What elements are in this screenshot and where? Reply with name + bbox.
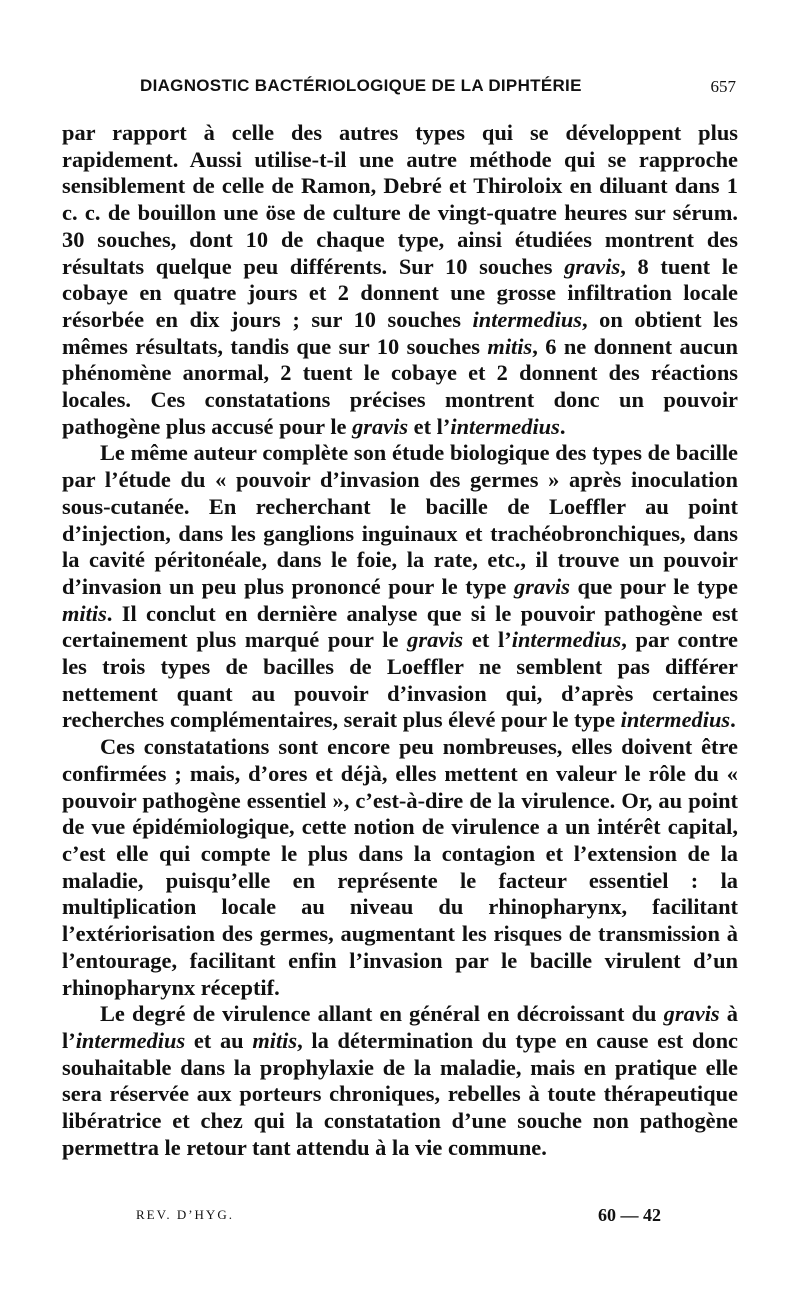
- text-run: par rapport à celle des autres types qui se développent plus rapidement. Aussi utilise-t-il une autre méthode qui se rapproche sensiblement de celle de Ramon, Debré et Thiroloix en diluant dans 1 c. c. de bouillon une öse de culture de vingt-quatre heures sur sérum. 30 souches, dont 10 de chaque type, ainsi étudiées montrent des résultats quelque peu différents. Sur 10 souches: [62, 120, 738, 279]
- page-footer: [136, 1205, 676, 1231]
- paragraph: [62, 120, 738, 440]
- italic-term: gravis: [513, 573, 570, 599]
- text-run: , on obtient les mêmes résultats, tandis que sur 10 souches: [62, 306, 738, 359]
- printer-signature: 60 — 42: [598, 1205, 661, 1225]
- text-run: et au: [185, 1027, 253, 1053]
- text-run: .: [559, 413, 566, 439]
- text-run: Le même auteur complète son étude biologique des types de bacille par l’étude du « pouvoir d’invasion des germes » après inoculation sous-cutanée. En recherchant le bacille de Loeffler au point d’injection, dans les ganglions inguinaux et trachéobronchiques, dans la cavité péritonéale, dans le foie, la rate, etc., il trouve un pouvoir d’invasion un peu plus prononcé pour le type: [62, 440, 738, 599]
- page-header: [66, 76, 736, 106]
- paragraph: [62, 1001, 738, 1161]
- text-run: et l’: [408, 413, 451, 439]
- italic-term: mitis: [62, 600, 107, 626]
- paragraph: [62, 440, 738, 734]
- text-run: , 6 ne donnent aucun phénomène anormal, 2 tuent le cobaye et 2 donnent des réactions locales. Ces constatations précises montrent donc un pouvoir pathogène plus accusé pour le: [62, 333, 738, 439]
- italic-term: gravis: [407, 627, 464, 653]
- italic-term: intermedius: [511, 627, 622, 653]
- italic-term: mitis: [252, 1027, 298, 1053]
- italic-term: intermedius: [472, 306, 582, 332]
- running-title: DIAGNOSTIC BACTÉRIOLOGIQUE DE LA DIPHTÉRIE: [140, 76, 582, 95]
- text-run: à l’: [62, 1001, 738, 1053]
- text-run: , par contre les trois types de bacilles de Loeffler ne semblent pas différer nettement quant au pouvoir d’invasion qui, d’après certaines recherches complémentaires, serait plus élevé pour le type: [62, 627, 738, 733]
- italic-term: intermedius: [620, 707, 731, 733]
- text-run: Le degré de virulence allant en général en décroissant du: [100, 1001, 664, 1027]
- italic-term: gravis: [663, 1001, 720, 1027]
- paragraph: [62, 734, 738, 1001]
- text-run: Ces constatations sont encore peu nombreuses, elles doivent être confirmées ; mais, d’ores et déjà, elles mettent en valeur le rôle du « pouvoir pathogène essentiel », c’est-à-dire de la virulence. Or, au point de vue épidémiologique, cette notion de virulence a un intérêt capital, c’est elle qui compte le plus dans la contagion et l’extension de la maladie, puisqu’elle en représente le facteur essentiel : la multiplication locale au niveau du rhinopharynx, facilitant l’extériorisation des germes, augmentant les risques de transmission à l’entourage, facilitant enfin l’invasion par le bacille virulent d’un rhinopharynx réceptif.: [62, 734, 738, 1000]
- text-run: . Il conclut en dernière analyse que si le pouvoir pathogène est certainement plus marqué pour le: [62, 600, 738, 653]
- italic-term: intermedius: [75, 1027, 186, 1053]
- text-run: , 8 tuent le cobaye en quatre jours et 2 donnent une grosse infiltration locale résorbée en dix jours ; sur 10 souches: [62, 253, 738, 332]
- journal-abbreviation: REV. D’HYG.: [136, 1207, 234, 1222]
- text-run: que pour le type: [569, 573, 738, 599]
- text-run: .: [730, 707, 736, 733]
- text-run: et l’: [463, 627, 512, 653]
- text-run: , la détermination du type en cause est donc souhaitable dans la prophylaxie de la maladie, mais en pratique elle sera réservée aux porteurs chroniques, rebelles à toute thérapeutique libératrice et chez qui la constatation d’une souche non pathogène permettra le retour tant attendu à la vie commune.: [62, 1027, 738, 1160]
- body-text: [62, 120, 738, 1161]
- italic-term: gravis: [564, 253, 621, 279]
- italic-term: gravis: [352, 413, 409, 439]
- italic-term: mitis: [487, 333, 533, 359]
- page-number: 657: [710, 77, 736, 96]
- italic-term: intermedius: [450, 413, 560, 439]
